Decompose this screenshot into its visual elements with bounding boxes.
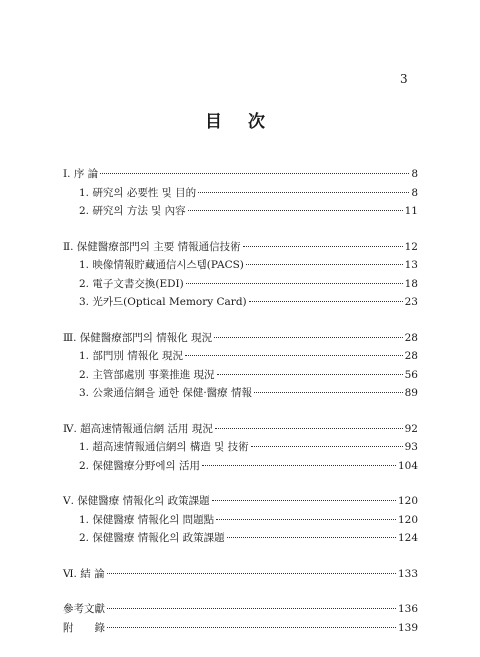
dot-leader xyxy=(215,428,403,429)
page-title: 目 次 xyxy=(205,112,275,132)
dot-leader xyxy=(243,246,403,247)
toc-section xyxy=(63,329,418,403)
toc-chapter-row xyxy=(63,420,418,439)
toc-entry-label: 3. 光카드(Optical Memory Card) xyxy=(79,296,247,308)
toc-entry-page: 13 xyxy=(404,259,418,271)
dot-leader xyxy=(198,192,409,193)
toc-entry-label: 1. 映像情報貯藏通信시스템(PACS) xyxy=(79,259,244,271)
dot-leader xyxy=(227,537,396,538)
dot-leader xyxy=(185,355,403,356)
dot-leader xyxy=(214,337,403,338)
toc-entry-label: 1. 硏究의 必要性 및 目的 xyxy=(79,186,197,199)
toc-entry-page: 136 xyxy=(397,603,418,615)
toc-entry-label: Ⅲ. 保健醫療部門의 情報化 現況 xyxy=(63,331,213,344)
toc-entry-label: 1. 超高速情報通信網의 構造 및 技術 xyxy=(79,441,249,453)
toc-subsection-row xyxy=(63,366,418,385)
toc-section xyxy=(63,165,418,221)
toc-entry-label: Ⅱ. 保健醫療部門의 主要 情報通信技術 xyxy=(63,240,241,253)
toc-section xyxy=(63,492,418,548)
dot-leader xyxy=(107,627,396,628)
toc-subsection-row xyxy=(63,275,418,294)
table-of-contents xyxy=(63,165,418,654)
toc-entry-page: 120 xyxy=(397,513,418,526)
toc-subsection-row xyxy=(63,619,418,638)
toc-entry-page: 28 xyxy=(404,331,418,344)
toc-subsection-row xyxy=(63,457,418,476)
dot-leader xyxy=(217,374,403,375)
toc-entry-page: 28 xyxy=(404,350,418,362)
toc-entry-label: 2. 保健醫療分野에의 活用 xyxy=(79,459,200,472)
toc-entry-page: 139 xyxy=(397,621,418,634)
dot-leader xyxy=(251,446,403,447)
toc-section xyxy=(63,420,418,476)
toc-subsection-row xyxy=(63,347,418,366)
toc-subsection-row xyxy=(63,384,418,403)
toc-chapter-row xyxy=(63,165,418,184)
toc-entry-label: Ⅳ. 超高速情報通信網 活用 現況 xyxy=(63,422,213,435)
toc-entry-label: 3. 公衆通信網을 通한 保健·醫療 情報 xyxy=(79,387,252,399)
toc-subsection-row xyxy=(63,529,418,548)
toc-entry-page: 124 xyxy=(397,532,418,544)
toc-entry-label: 1. 部門別 情報化 現況 xyxy=(79,350,184,362)
dot-leader xyxy=(107,573,396,574)
toc-subsection-row xyxy=(63,202,418,221)
toc-entry-page: 18 xyxy=(404,277,418,290)
toc-entry-label: 2. 保健醫療 情報化의 政策課題 xyxy=(79,532,225,544)
toc-chapter-row xyxy=(63,492,418,511)
toc-chapter-row xyxy=(63,329,418,348)
toc-entry-page: 120 xyxy=(397,495,418,507)
toc-entry-page: 56 xyxy=(404,368,418,381)
toc-chapter-row xyxy=(63,600,418,619)
toc-entry-page: 93 xyxy=(404,441,418,453)
toc-subsection-row xyxy=(63,184,418,203)
toc-section xyxy=(63,600,418,637)
dot-leader xyxy=(188,210,403,211)
dot-leader xyxy=(249,301,403,302)
dot-leader xyxy=(254,392,403,393)
toc-entry-page: 89 xyxy=(404,387,418,399)
toc-entry-label: 2. 主管部處別 事業推進 現況 xyxy=(79,368,215,381)
toc-section xyxy=(63,238,418,312)
toc-entry-page: 8 xyxy=(411,186,418,199)
page-number: 3 xyxy=(400,72,408,86)
toc-entry-label: Ⅰ. 序 論 xyxy=(63,168,99,180)
toc-entry-page: 8 xyxy=(411,168,418,180)
toc-entry-label: 參考文獻 xyxy=(63,603,105,615)
toc-entry-page: 133 xyxy=(397,567,418,580)
toc-chapter-row xyxy=(63,238,418,257)
toc-entry-label: 附 錄 xyxy=(63,621,105,634)
toc-subsection-row xyxy=(63,256,418,275)
toc-entry-label: Ⅴ. 保健醫療 情報化의 政策課題 xyxy=(63,495,210,507)
dot-leader xyxy=(202,465,396,466)
dot-leader xyxy=(186,283,403,284)
dot-leader xyxy=(216,519,396,520)
toc-entry-label: Ⅵ. 結 論 xyxy=(63,567,105,580)
toc-section xyxy=(63,565,418,584)
toc-chapter-row xyxy=(63,565,418,584)
toc-subsection-row xyxy=(63,293,418,312)
toc-entry-label: 1. 保健醫療 情報化의 問題點 xyxy=(79,513,215,526)
dot-leader xyxy=(107,608,396,609)
toc-entry-page: 92 xyxy=(404,422,418,435)
dot-leader xyxy=(212,500,396,501)
toc-entry-label: 2. 硏究의 方法 및 內容 xyxy=(79,205,186,217)
dot-leader xyxy=(246,264,403,265)
toc-entry-page: 104 xyxy=(397,459,418,472)
dot-leader xyxy=(100,173,409,174)
toc-entry-page: 11 xyxy=(404,205,418,217)
toc-subsection-row xyxy=(63,438,418,457)
toc-subsection-row xyxy=(63,511,418,530)
toc-entry-page: 12 xyxy=(404,240,418,253)
toc-entry-label: 2. 電子文書交換(EDI) xyxy=(79,277,184,290)
toc-entry-page: 23 xyxy=(404,296,418,308)
